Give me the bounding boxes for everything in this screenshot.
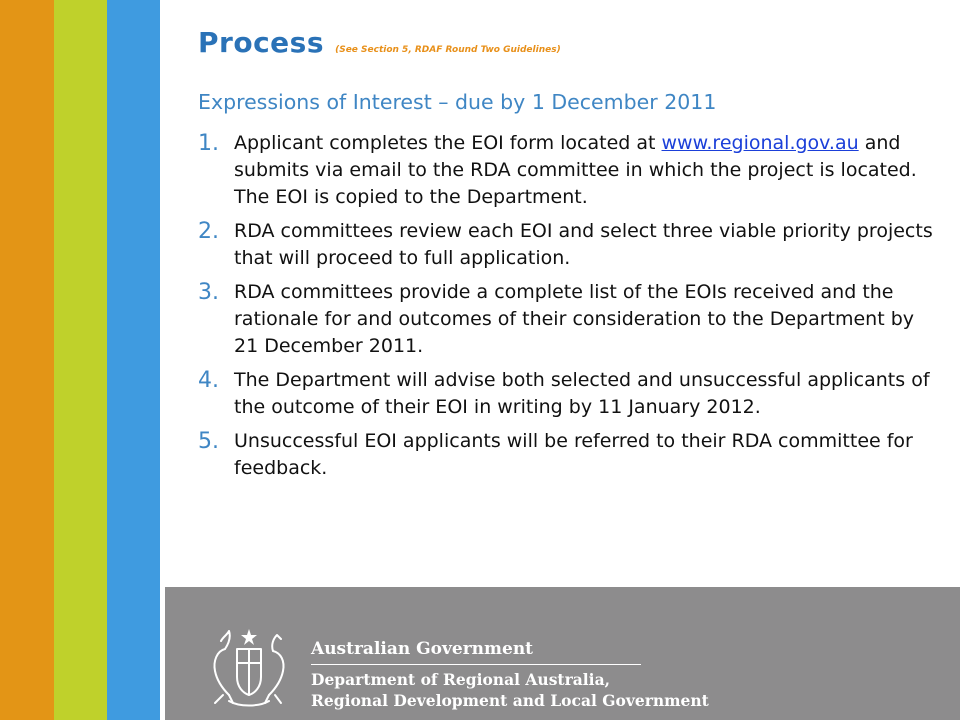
step-number: 5. [198,429,219,454]
step-text: Unsuccessful EOI applicants will be referred to their RDA committee for feedback. [234,430,913,479]
step-2 [198,218,938,272]
step-number: 2. [198,219,219,244]
page-title: Process [198,26,324,59]
regional-gov-link[interactable]: www.regional.gov.au [661,132,859,154]
coat-of-arms-icon [203,619,295,711]
stripe-lime [54,0,107,720]
step-5 [198,428,938,482]
government-name: Australian Government [311,639,534,659]
department-line-1: Department of Regional Australia, [311,670,611,689]
step-text: RDA committees review each EOI and select three viable priority projects that will proceed to full application. [234,220,933,269]
steps-list [198,130,938,489]
stripe-orange [0,0,54,720]
title-reference: (See Section 5, RDAF Round Two Guidelines) [335,45,561,55]
step-number: 4. [198,368,219,393]
step-text: Applicant completes the EOI form located at [234,132,662,154]
department-name [311,669,709,711]
step-4 [198,367,938,421]
stripe-blue [107,0,160,720]
step-text: The Department will advise both selected and unsuccessful applicants of the outcome of their EOI in writing by 11 January 2012. [234,369,930,418]
step-text-continued: and submits via email to the RDA committee in which the project is located. The EOI is copied to the Department. [234,132,917,208]
step-1 [198,130,938,211]
step-number: 1. [198,131,219,156]
footer-divider [311,664,641,665]
government-footer [165,587,960,720]
step-number: 3. [198,280,219,305]
department-line-2: Regional Development and Local Government [311,691,709,710]
subtitle: Expressions of Interest – due by 1 December 2011 [198,90,717,114]
title-row [198,26,561,59]
step-text: RDA committees provide a complete list of the EOIs received and the rationale for and outcomes of their consideration to the Department by 21 December 2011. [234,281,915,357]
step-3 [198,279,938,360]
